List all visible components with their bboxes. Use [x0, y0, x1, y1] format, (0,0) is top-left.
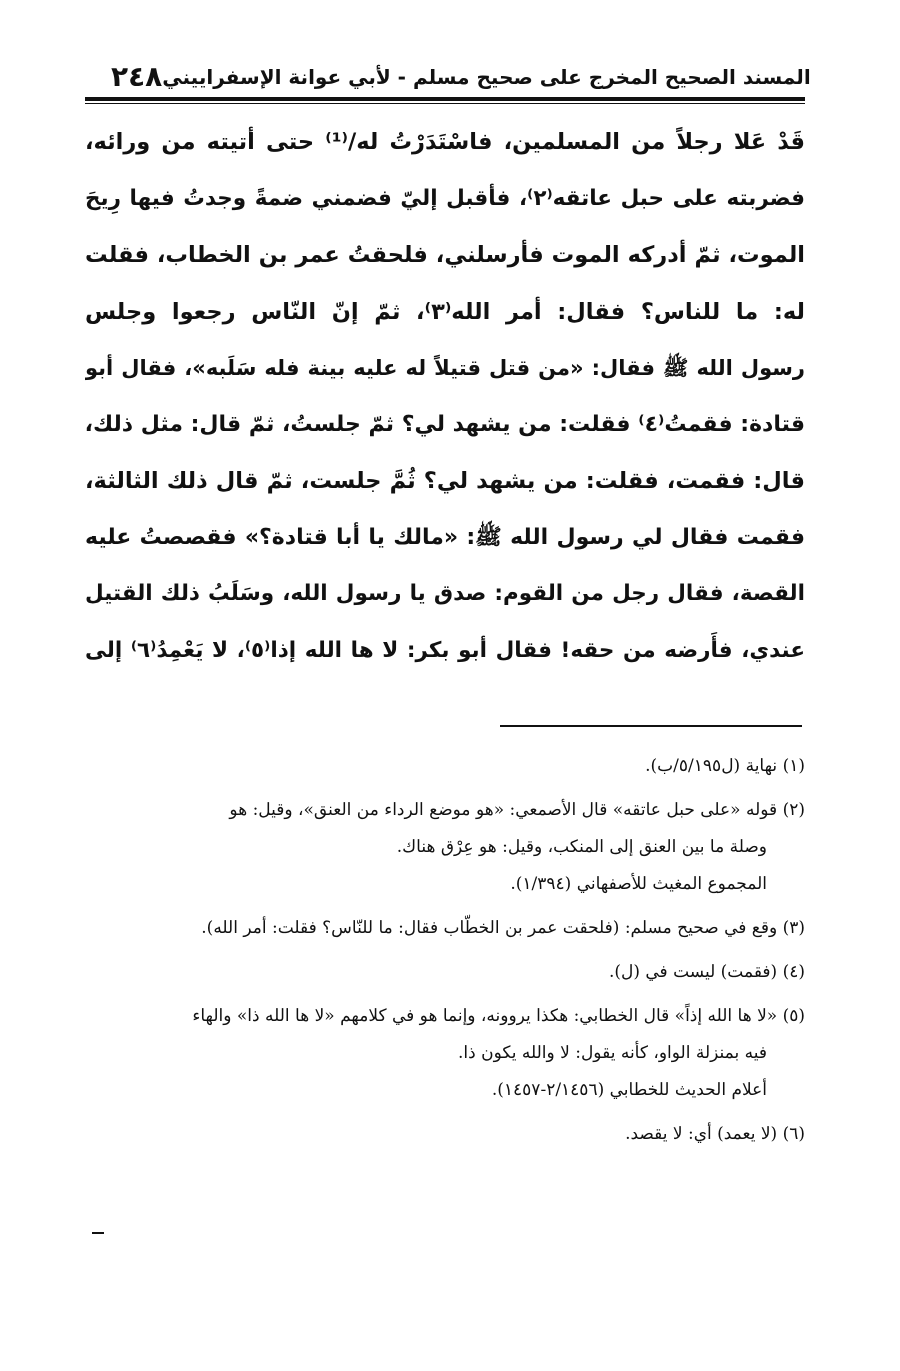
text-line: القصة، فقال رجل من القوم: صدق يا رسول الله، وسَلَبُ ذلك القتيل: [85, 581, 805, 606]
footnote-5-source: أعلام الحديث للخطابي (٢/١٤٥٦-١٤٥٧).: [491, 1080, 767, 1100]
text-line: له: ما للناس؟ فقال: أمر الله⁽٣⁾، ثمّ إنّ النّاس رجعوا وجلس: [85, 298, 805, 325]
page-number: ٢٤٨: [111, 60, 163, 93]
running-header: [85, 60, 811, 94]
footnote-3: (٣) وقع في صحيح مسلم: (فلحقت عمر بن الخطّاب فقال: ما للنّاس؟ فقلت: أمر الله).: [201, 918, 805, 938]
text-line: قتادة: فقمتُ⁽٤⁾ فقلت: من يشهد لي؟ ثمّ جلستُ، ثمّ قال: مثل ذلك،: [85, 411, 805, 437]
footnote-5-cont: فيه بمنزلة الواو، كأنه يقول: لا والله يكون ذا.: [457, 1043, 767, 1063]
header-rule-thin: [85, 103, 805, 104]
main-text: [85, 114, 805, 679]
text-line: عندي، فأَرضه من حقه! فقال أبو بكر: لا ها الله إذا⁽٥⁾، لا يَعْمِدُ⁽٦⁾ إلى: [85, 637, 805, 663]
footnote-2-cont: وصلة ما بين العنق إلى المنكب، وقيل: هو عِرْق هناك.: [396, 837, 767, 857]
header-rule: [85, 97, 805, 101]
footnote-4: (٤) (فقمت) ليست في (ل).: [608, 962, 805, 982]
footnotes: [85, 748, 805, 1153]
footnote-6: (٦) (لا يعمد) أي: لا يقصد.: [625, 1124, 805, 1144]
footnote-separator: [500, 725, 802, 727]
text-line: الموت، ثمّ أدركه الموت فأرسلني، فلحقتُ عمر بن الخطاب، فقلت: [85, 242, 805, 268]
footnote-5: (٥) «لا ها الله إذاً» قال الخطابي: هكذا يروونه، وإنما هو في كلامهم «لا ها الله ذا» والهاء: [192, 1006, 805, 1026]
footnote-2: (٢) قوله «على حبل عاتقه» قال الأصمعي: «هو موضع الرداء من العنق»، وقيل: هو: [229, 800, 805, 820]
text-line: فقمت فقال لي رسول الله ﷺ: «مالك يا أبا قتادة؟» فقصصتُ عليه: [85, 524, 805, 550]
running-title: المسند الصحيح المخرج على صحيح مسلم - لأبي عوانة الإسفراييني: [162, 65, 811, 89]
text-line: رسول الله ﷺ فقال: «من قتل قتيلاً له عليه بينة فله سَلَبه»، فقال أبو: [85, 356, 805, 380]
footnote-2-source: المجموع المغيث للأصفهاني (١/٣٩٤).: [510, 874, 767, 894]
text-line: قَدْ عَلا رجلاً من المسلمين، فاسْتَدَرْتُ له/⁽¹⁾ حتى أتيته من ورائه،: [85, 129, 805, 155]
text-line: فضربته على حبل عاتقه⁽٢⁾، فأقبل إليّ فضمني ضمةً وجدتُ فيها رِيحَ: [85, 185, 805, 211]
footnote-1: (١) نهاية (ل٥/١٩٥/ب).: [645, 756, 805, 776]
text-line: قال: فقمت، فقلت: من يشهد لي؟ ثُمَّ جلست، ثمّ قال ذلك الثالثة،: [85, 468, 805, 494]
end-mark: [92, 1232, 104, 1234]
